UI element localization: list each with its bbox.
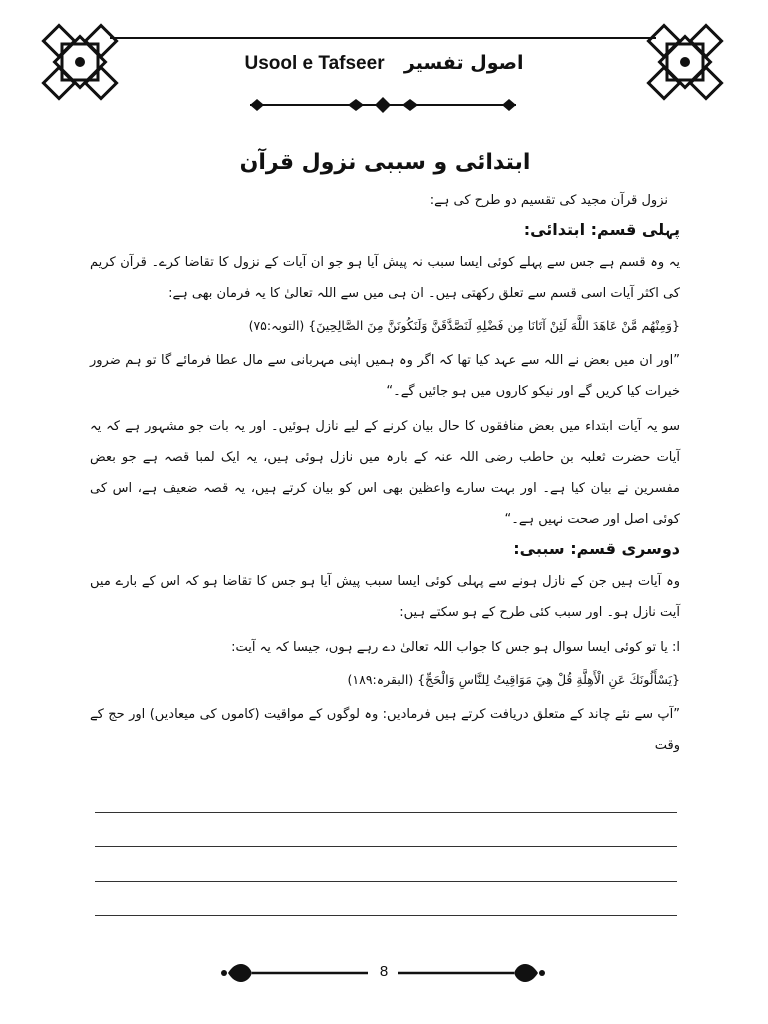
section-1-paragraph-1: یہ وہ قسم ہے جس سے پہلے کوئی ایسا سبب نہ پیش آیا ہو جو ان آیات کے نزول کا تقاضا کرے۔ قرآن کریم کی اکثر آیات اسی قسم سے تعلق رکھتی ہیں۔ ان ہی میں سے اللہ تعالیٰ کا یہ فرمان بھی ہے: bbox=[90, 255, 680, 301]
header-title bbox=[0, 52, 768, 75]
header-title-urdu: اصول تفسیر bbox=[403, 52, 524, 74]
section-2-paragraph-1: وہ آیات ہیں جن کے نازل ہونے سے پہلی کوئی ایسا سبب پیش آیا ہو جس کا تقاضا ہو کہ اس کے بارے میں آیت نازل ہو۔ اور سبب کئی طرح کے ہو سکتے ہیں: bbox=[90, 574, 680, 620]
ruled-line bbox=[95, 813, 677, 848]
section-2-translation: ”آپ سے نئے چاند کے متعلق دریافت کرتے ہیں فرمادیں: وہ لوگوں کے مواقیت (کاموں کی میعادیں) اور حج کے وقت bbox=[90, 707, 680, 753]
section-1-translation: ”اور ان میں بعض نے اللہ سے عہد کیا تھا کہ اگر وہ ہمیں اپنی مہربانی سے مال عطا فرمائے گا تو ہم ضرور خیرات کیا کریں گے اور نیکو کاروں میں ہو جائیں گے۔“ bbox=[90, 353, 680, 399]
ruled-line bbox=[95, 847, 677, 882]
page-number: 8 bbox=[379, 963, 389, 980]
section-1-ayah: {وَمِنْهُم مَّنْ عَاهَدَ اللَّهَ لَئِنْ آتَانَا مِن فَضْلِهِ لَنَصَّدَّقَنَّ وَلَنَكُونَنَّ مِنَ الصَّالِحِينَ} (التوبہ:۷۵) bbox=[248, 318, 680, 333]
ruled-lines bbox=[95, 778, 677, 916]
intro-text: نزول قرآن مجید کی تقسیم دو طرح کی ہے: bbox=[429, 193, 668, 208]
header-rule bbox=[110, 37, 656, 39]
section-2-heading: دوسری قسم: سببی: bbox=[513, 539, 680, 558]
page-content bbox=[90, 150, 680, 765]
ruled-line bbox=[95, 778, 677, 813]
section-1-paragraph-2: سو یہ آیات ابتداء میں بعض منافقوں کا حال بیان کرنے کے لیے نازل ہوئیں۔ اور یہ بات جو مشہور ہے کہ یہ آیات حضرت ثعلبہ بن حاطب رضی اللہ عنہ کے بارہ میں نازل ہوئی ہیں، یہ ایک لمبا قصہ ہے جو بعض مفسرین نے بیان کیا ہے۔ اور بہت سارے واعظین بھی اس کو بیان کرتے ہیں، یہ قصہ ضعیف ہے، اس کی کوئی اصل اور صحت نہیں ہے۔“ bbox=[90, 419, 680, 527]
diamond-divider-icon bbox=[238, 96, 528, 114]
section-2-item-1: ا: یا تو کوئی ایسا سوال ہو جس کا جواب اللہ تعالیٰ دے رہے ہوں، جیسا کہ یہ آیت: bbox=[231, 640, 680, 655]
section-1-heading: پہلی قسم: ابتدائی: bbox=[523, 220, 680, 239]
section-2-ayah: {يَسْأَلُونَكَ عَنِ الْأَهِلَّةِ قُلْ هِيَ مَوَاقِيتُ لِلنَّاسِ وَالْحَجِّ} (البقرہ:۱۸۹) bbox=[347, 672, 680, 687]
chapter-title: ابتدائی و سببی نزول قرآن bbox=[239, 150, 531, 175]
header-title-english: Usool e Tafseer bbox=[244, 53, 385, 74]
ruled-line bbox=[95, 882, 677, 917]
